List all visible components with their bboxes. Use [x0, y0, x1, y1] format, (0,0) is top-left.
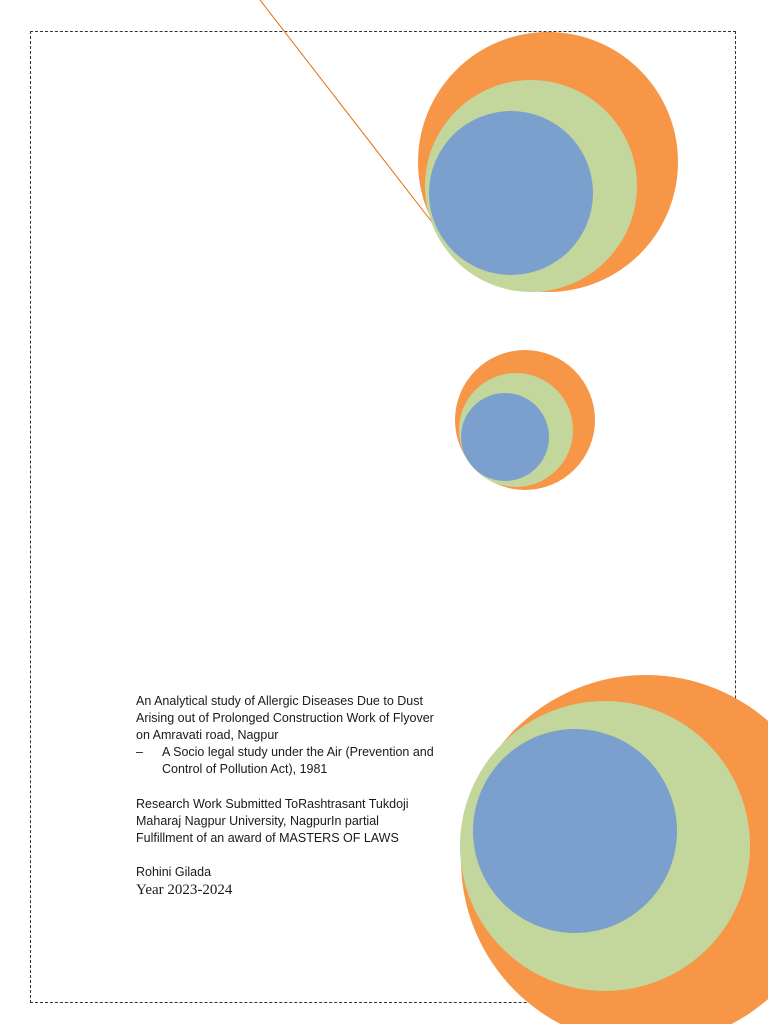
submission-line: Maharaj Nagpur University, NagpurIn partial: [136, 814, 379, 828]
academic-year: Year 2023-2024: [136, 882, 233, 898]
submission-line: Research Work Submitted ToRashtrasant Tukdoji: [136, 797, 409, 811]
circle-bottom-blue: [473, 729, 677, 933]
circle-group-middle: [455, 350, 595, 490]
circle-group-bottom: [460, 675, 768, 1024]
title-line: on Amravati road, Nagpur: [136, 728, 279, 742]
subtitle-line: A Socio legal study under the Air (Prevention and: [162, 745, 434, 759]
circle-mid-blue: [461, 393, 549, 481]
author-name: Rohini Gilada: [136, 865, 212, 879]
subtitle-dash: –: [136, 745, 143, 759]
document-title: [136, 693, 456, 744]
submission-line: Fulfillment of an award of MASTERS OF LAWS: [136, 831, 399, 845]
title-line: Arising out of Prolonged Construction Work of Flyover: [136, 711, 434, 725]
cover-text-block: [136, 693, 456, 900]
circle-top-blue: [429, 111, 593, 275]
document-subtitle: [136, 744, 456, 778]
subtitle-line: Control of Pollution Act), 1981: [162, 762, 328, 776]
submission-statement: [136, 796, 456, 847]
decorative-line: [260, 0, 452, 248]
circle-group-top: [418, 32, 678, 292]
title-line: An Analytical study of Allergic Diseases Due to Dust: [136, 694, 423, 708]
